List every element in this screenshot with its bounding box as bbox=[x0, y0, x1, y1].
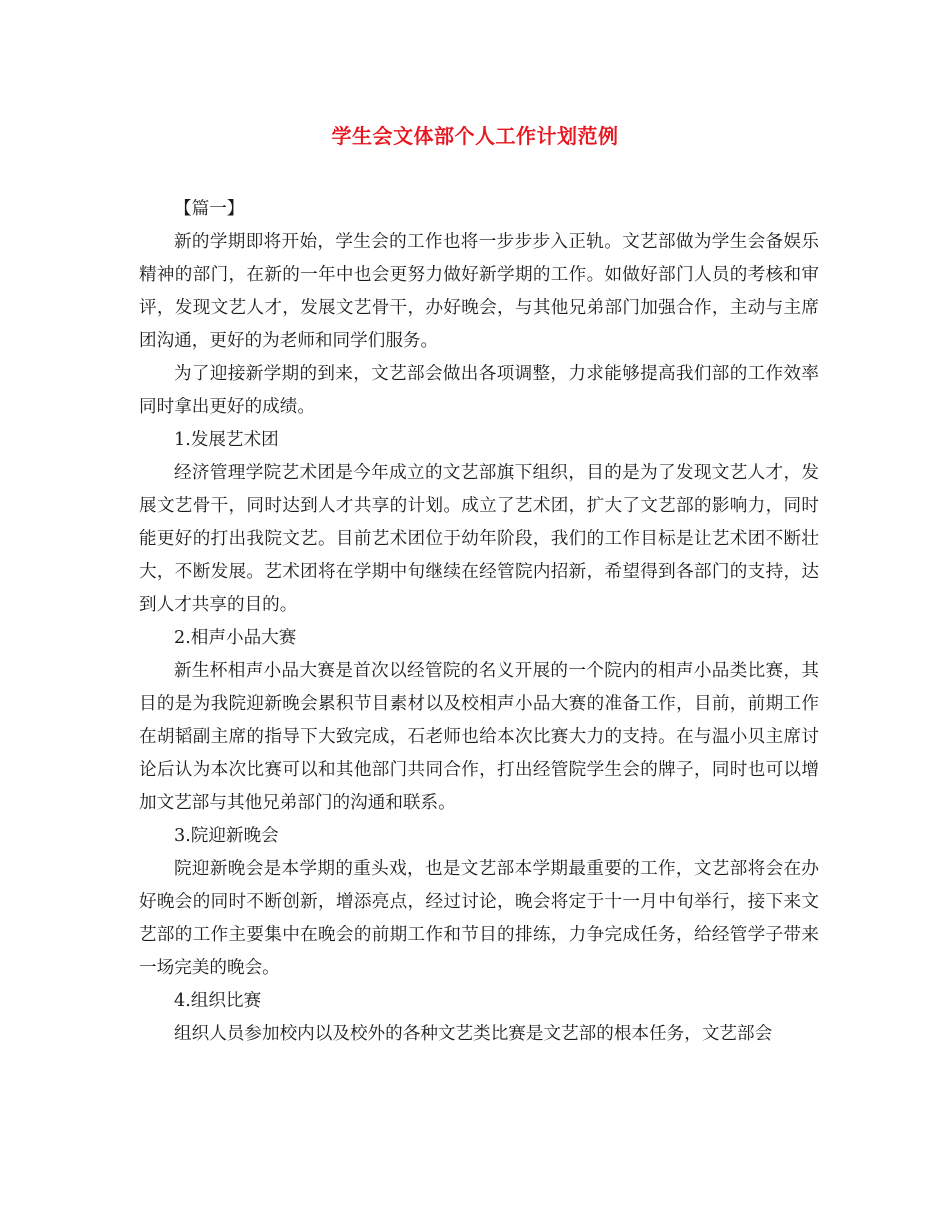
paragraph-welcome-gala: 院迎新晚会是本学期的重头戏，也是文艺部本学期最重要的工作，文艺部将会在办好晚会的同时不断创新，增添亮点，经过讨论，晚会将定于十一月中旬举行，接下来文艺部的工作主要集中在晚会的前期工作和节目的排练，力争完成任务，给经管学子带来一场完美的晚会。 bbox=[139, 859, 819, 978]
document-title: 学生会文体部个人工作计划范例 bbox=[331, 124, 619, 148]
heading-competitions: 4.组织比赛 bbox=[174, 991, 262, 1011]
paragraph-art-troupe: 经济管理学院艺术团是今年成立的文艺部旗下组织，目的是为了发现文艺人才，发展文艺骨干，同时达到人才共享的计划。成立了艺术团，扩大了文艺部的影响力，同时能更好的打出我院文艺。目前艺术团位于幼年阶段，我们的工作目标是让艺术团不断壮大，不断发展。艺术团将在学期中旬继续在经管院内招新，希望得到各部门的支持，达到人才共享的目的。 bbox=[139, 463, 819, 615]
paragraph-comedy-contest: 新生杯相声小品大赛是首次以经管院的名义开展的一个院内的相声小品类比赛，其目的是为我院迎新晚会累积节目素材以及校相声小品大赛的准备工作，目前，前期工作在胡韬副主席的指导下大致完成，石老师也给本次比赛大力的支持。在与温小贝主席讨论后认为本次比赛可以和其他部门共同合作，打出经管院学生会的牌子，同时也可以增加文艺部与其他兄弟部门的沟通和联系。 bbox=[139, 661, 819, 813]
paragraph-competitions: 组织人员参加校内以及校外的各种文艺类比赛是文艺部的根本任务，文艺部会 bbox=[174, 1024, 773, 1044]
document-body bbox=[139, 193, 819, 1051]
paragraph-intro: 新的学期即将开始，学生会的工作也将一步步步入正轨。文艺部做为学生会备娱乐精神的部门，在新的一年中也会更努力做好新学期的工作。如做好部门人员的考核和审评，发现文艺人才，发展文艺骨干，办好晚会，与其他兄弟部门加强合作，主动与主席团沟通，更好的为老师和同学们服务。 bbox=[139, 232, 819, 351]
section-label: 【篇一】 bbox=[174, 199, 245, 219]
heading-comedy-contest: 2.相声小品大赛 bbox=[174, 628, 297, 648]
heading-art-troupe: 1.发展艺术团 bbox=[174, 430, 279, 450]
paragraph-adjustment: 为了迎接新学期的到来，文艺部会做出各项调整，力求能够提高我们部的工作效率同时拿出更好的成绩。 bbox=[139, 364, 819, 417]
heading-welcome-gala: 3.院迎新晚会 bbox=[174, 826, 279, 846]
